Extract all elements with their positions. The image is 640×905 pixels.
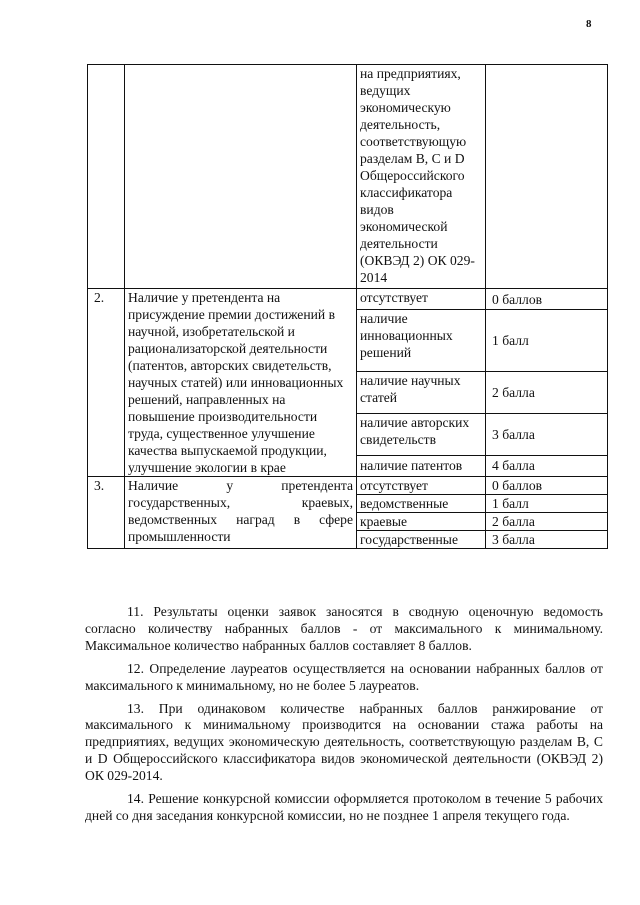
row-number: 3. [88,477,125,549]
option-cell: краевые [357,513,486,531]
body-text [85,604,603,831]
option-cell: отсутствует [357,289,486,310]
table-row-continued [88,65,608,289]
points-cell: 3 балла [486,413,608,455]
criterion-cell [125,65,357,289]
option-cell: на предприятиях, ведущих экономическую деятельность, соответствующую разделам B, C и D Общероссийского классификатора видов экономической деятельности (ОКВЭД 2) ОК 029-2014 [357,65,486,289]
points-cell: 4 балла [486,455,608,476]
criterion-cell: Наличие у претендента государственных, краевых, ведомственных наград в сфере промышленности [125,477,357,549]
option-cell: наличие авторских свидетельств [357,413,486,455]
paragraph-12: 12. Определение лауреатов осуществляется на основании набранных баллов от максимального к минимальному, но не более 5 лауреатов. [85,660,603,693]
option-cell: наличие научных статей [357,372,486,414]
points-cell [486,65,608,289]
points-cell: 2 балла [486,513,608,531]
points-cell: 0 баллов [486,289,608,310]
points-cell: 3 балла [486,531,608,549]
table-row [88,477,608,495]
row-number: 2. [88,289,125,477]
points-cell: 0 баллов [486,477,608,495]
option-cell: ведомственные [357,495,486,513]
table-row [88,289,608,310]
option-cell: наличие инновационных решений [357,310,486,372]
option-cell: наличие патентов [357,455,486,476]
points-cell: 1 балл [486,310,608,372]
points-cell: 1 балл [486,495,608,513]
paragraph-14: 14. Решение конкурсной комиссии оформляется протоколом в течение 5 рабочих дней со дня заседания конкурсной комиссии, но не позднее 1 апреля текущего года. [85,791,603,823]
paragraph-13: 13. При одинаковом количестве набранных баллов ранжирование от максимального к минимальному производится на основании стажа работы на предприятиях, ведущих экономическую деятельность, соответствующую разделам B, C и D Общероссийского классификатора видов экономической деятельности (ОКВЭД 2) ОК 029-2014. [85,700,603,784]
page-number: 8 [586,18,592,30]
criterion-cell: Наличие у претендента на присуждение премии достижений в научной, изобретательской и рационализаторской деятельности (патентов, авторских свидетельств, научных статей) или инновационных решений, направленных на повышение производительности труда, существенное улучшение качества выпускаемой продукции, улучшение экологии в крае [125,289,357,477]
row-number [88,65,125,289]
option-cell: отсутствует [357,477,486,495]
points-cell: 2 балла [486,372,608,414]
paragraph-11: 11. Результаты оценки заявок заносятся в сводную оценочную ведомость согласно количеству набранных баллов - от максимального к минимальному. Максимальное количество набранных баллов составляет 8 баллов. [85,604,603,653]
criteria-table [87,64,608,549]
option-cell: государственные [357,531,486,549]
